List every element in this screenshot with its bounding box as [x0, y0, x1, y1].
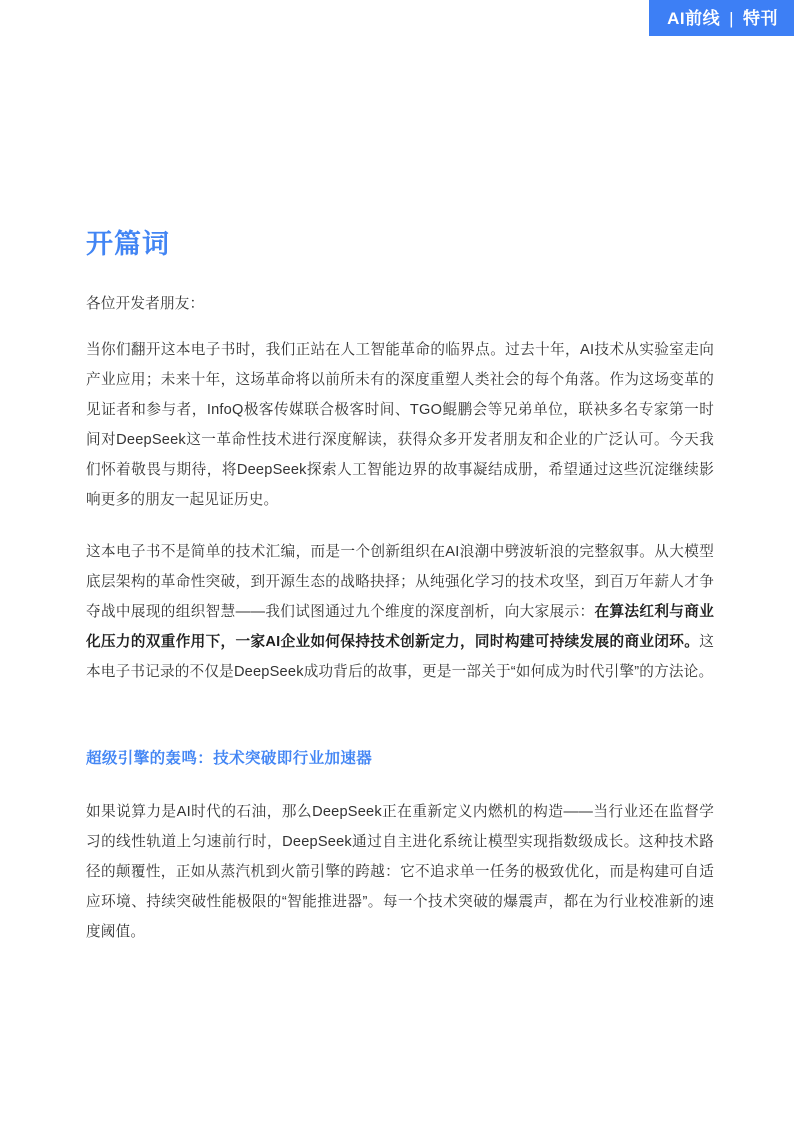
- paragraph-2: [86, 537, 714, 687]
- paragraph-2-tail: 这本电子书记录的不仅是DeepSeek成功背后的故事，更是一部关于“如何成为时代引擎”的方法论。: [86, 634, 714, 680]
- page-title: 开篇词: [86, 229, 170, 259]
- brand-primary-label: AI前线: [667, 8, 721, 28]
- brand-badge-text: [667, 10, 778, 27]
- paragraph-3: 如果说算力是AI时代的石油，那么DeepSeek正在重新定义内燃机的构造——当行业还在监督学习的线性轨道上匀速前行时，DeepSeek通过自主进化系统让模型实现指数级成长。这种技术路径的颠覆性，正如从蒸汽机到火箭引擎的跨越：它不追求单一任务的极致优化，而是构建可自适应环境、持续突破性能极限的“智能推进器”。每一个技术突破的爆震声，都在为行业校准新的速度阈值。: [86, 804, 714, 940]
- salutation: 各位开发者朋友：: [86, 296, 205, 312]
- paragraph-2-emphasis: 在算法红利与商业化压力的双重作用下，一家AI企业如何保持技术创新定力，同时构建可持续发展的商业闭环。: [86, 604, 714, 650]
- page-header: [0, 0, 794, 40]
- paragraph-1: 当你们翻开这本电子书时，我们正站在人工智能革命的临界点。过去十年，AI技术从实验室走向产业应用；未来十年，这场革命将以前所未有的深度重塑人类社会的每个角落。作为这场变革的见证者和参与者，InfoQ极客传媒联合极客时间、TGO鲲鹏会等兄弟单位，联袂多名专家第一时间对DeepSeek这一革命性技术进行深度解读，获得众多开发者朋友和企业的广泛认可。今天我们怀着敬畏与期待，将DeepSeek探索人工智能边界的故事凝结成册，希望通过这些沉淀继续影响更多的朋友一起见证历史。: [86, 342, 714, 508]
- section-heading: 超级引擎的轰鸣：技术突破即行业加速器: [86, 750, 373, 767]
- brand-separator: |: [729, 8, 734, 28]
- brand-secondary-label: 特刊: [743, 8, 778, 28]
- brand-badge: [649, 0, 794, 36]
- paragraph-2-lead: 这本电子书不是简单的技术汇编，而是一个创新组织在AI浪潮中劈波斩浪的完整叙事。从大模型底层架构的革命性突破，到开源生态的战略抉择；从纯强化学习的技术攻坚，到百万年薪人才争夺战中展现的组织智慧——我们试图通过九个维度的深度剖析，向大家展示：: [86, 544, 714, 620]
